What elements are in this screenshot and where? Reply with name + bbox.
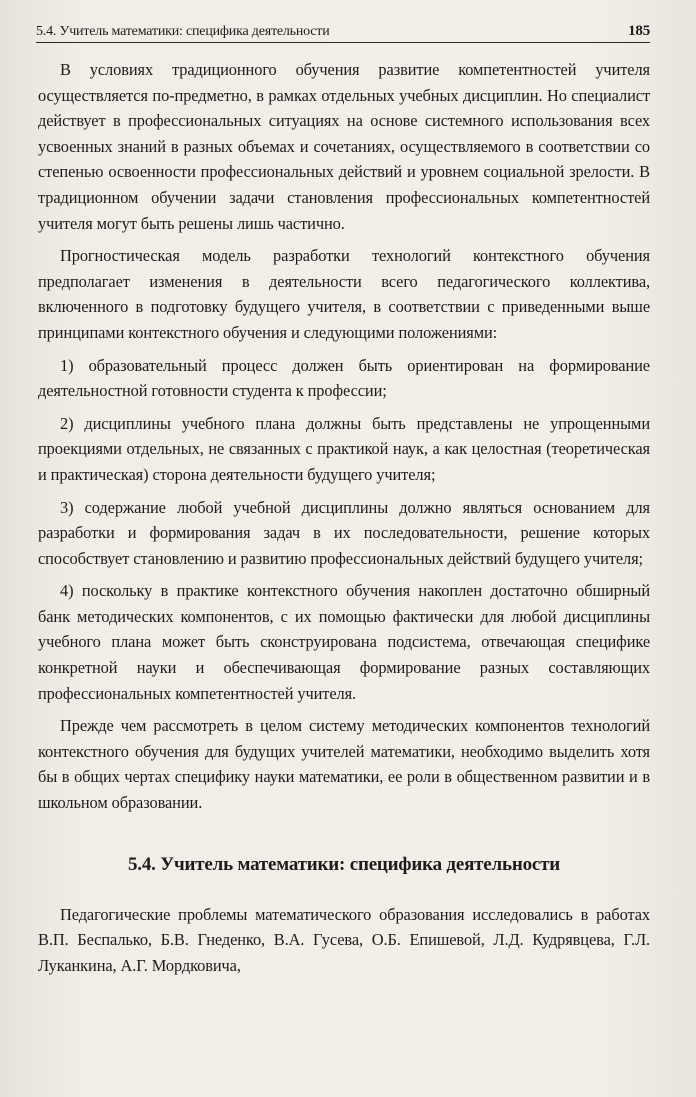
- list-item-paragraph: 3) содержание любой учебной дисциплины должно являться основанием для разработки и формирования задач в их последовательности, решение которых способствует становлению и развитию профессиональных действий будущего учителя;: [38, 497, 650, 568]
- paragraph: Прогностическая модель разработки технологий контекстного обучения предполагает изменения в деятельности всего педагогического коллектива, включенного в подготовку будущего учителя, в соответствии с приведенными выше принципами контекстного обучения и следующими положениями:: [38, 246, 650, 342]
- paragraph: Прежде чем рассмотреть в целом систему методических компонентов технологий контекстного обучения для будущих учителей математики, необходимо выделить хотя бы в общих чертах специфику науки математики, ее роли в общественном развитии и в школьном образовании.: [38, 716, 650, 813]
- paragraph: В условиях традиционного обучения развитие компетентностей учителя осуществляется по-предметно, в рамках отдельных учебных дисциплин. Но специалист действует в профессиональных ситуациях на основе системного использования всех усвоенных знаний в разных объемах и сочетаниях, осуществляемого в соответствии со степенью освоенности профессиональных действий и уровнем социальной зрелости. В традиционном обучении задачи становления профессиональных компетентностей учителя могут быть решены лишь частично.: [38, 60, 650, 233]
- running-title: 5.4. Учитель математики: специфика деятельности: [36, 24, 330, 39]
- list-item-paragraph: 2) дисциплины учебного плана должны быть представлены не упрощенными проекциями отдельных, не связанных с практикой наук, а как целостная (теоретическая и практическая) сторона деятельности будущего учителя;: [38, 413, 650, 484]
- page-number: 185: [628, 23, 650, 39]
- list-item-paragraph: 4) поскольку в практике контекстного обучения накоплен достаточно обширный банк методических компонентов, с их помощью фактически для любой дисциплины учебного плана может быть сконструирована подсистема, отвечающая специфике конкретной науки и обеспечивающая формирование разных составляющих профессиональных компетентностей учителя.: [38, 581, 650, 703]
- section-heading: 5.4. Учитель математики: специфика деятельности: [127, 853, 560, 875]
- body-text: [36, 57, 650, 978]
- section-paragraph: Педагогические проблемы математического образования исследовались в работах В.П. Беспалько, Б.В. Гнеденко, В.А. Гусева, О.Б. Епишевой, Л.Д. Кудрявцева, Г.Л. Луканкина, А.Г. Мордковича,: [38, 904, 650, 975]
- running-header: [36, 18, 650, 43]
- list-item-paragraph: 1) образовательный процесс должен быть ориентирован на формирование деятельностной готовности студента к профессии;: [38, 355, 650, 401]
